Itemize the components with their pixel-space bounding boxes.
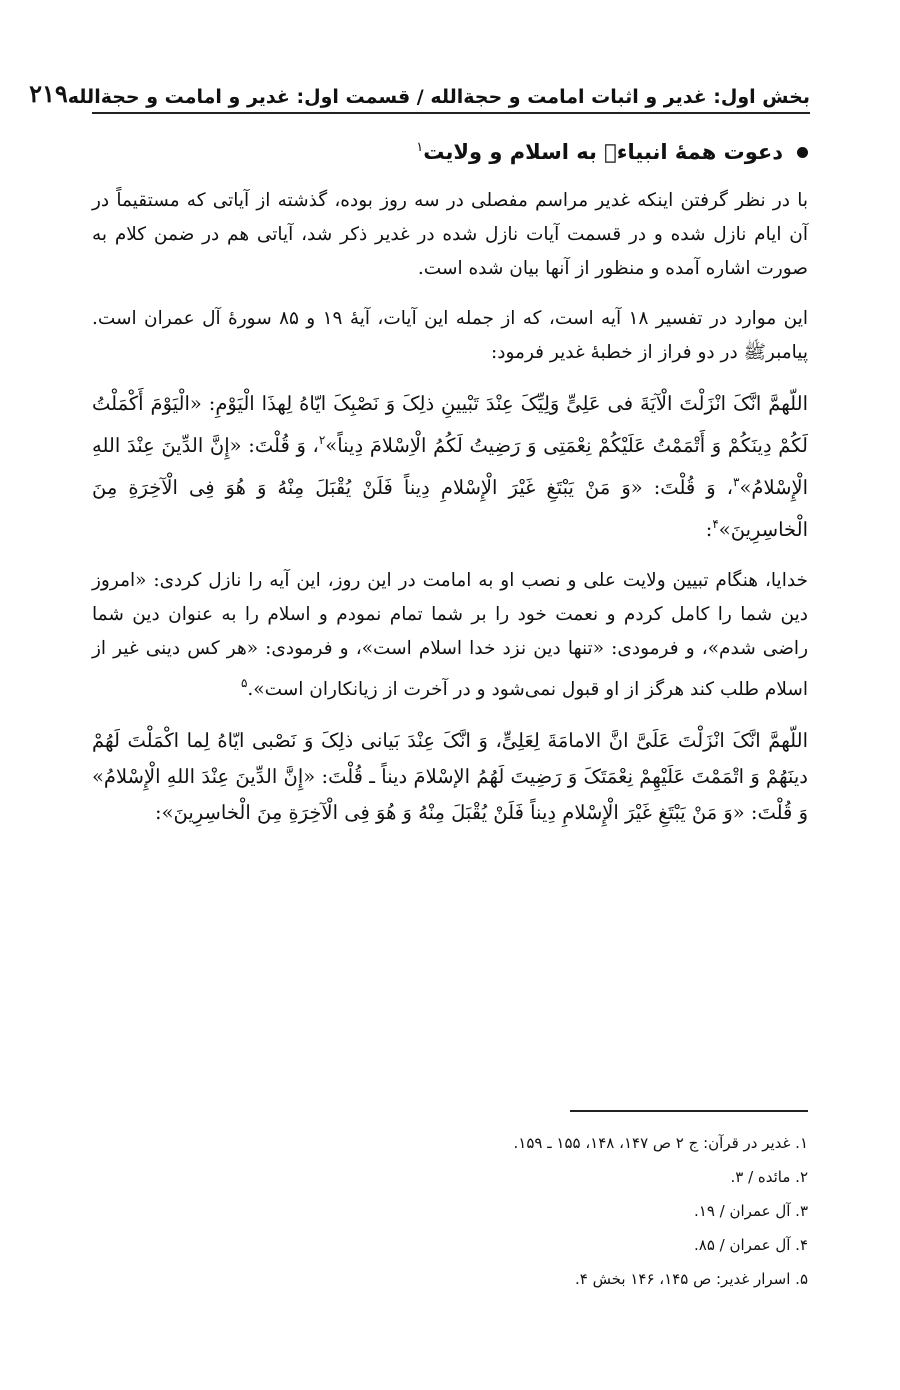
footnote: ۵. اسرار غدیر: ص ۱۴۵، ۱۴۶ بخش ۴. bbox=[574, 1270, 808, 1288]
running-title: بخش اول: غدیر و اثبات امامت و حجةالله / قسمت اول: غدیر و امامت و حجةالله bbox=[67, 86, 810, 108]
footnote-ref: ۱ bbox=[416, 140, 424, 155]
section-title: دعوت همهٔ انبیاء﷩ به اسلام و ولایت$^۱$ bbox=[416, 140, 783, 164]
footnote-divider bbox=[570, 1110, 808, 1112]
translation-paragraph: خدایا، هنگام تبیین ولایت علی و نصب او به امامت در این روز، این آیه را نازل کردی: «امروز دین شما را کامل کردم و نعمت خود را بر شما تمام نمودم و اسلام را به عنوان دین شما راضی شدم»، و فرمودی: «تنها دین نزد خدا اسلام است»، و فرمودی: «هر کس دینی غیر از اسلام طلب کند هرگز از او قبول نمی‌شود و در آخرت از زیانکاران است».$^۵$ bbox=[92, 570, 808, 700]
bullet-icon bbox=[797, 147, 808, 158]
footnote-ref: ۲ bbox=[318, 433, 326, 447]
footnote-ref: ۳ bbox=[733, 475, 740, 489]
footnotes bbox=[92, 1126, 808, 1296]
footnote: ۳. آل عمران / ۱۹. bbox=[693, 1202, 808, 1220]
page-header bbox=[29, 70, 810, 114]
section-heading bbox=[92, 140, 808, 164]
arabic-quotation: اللّهمَّ انَّکَ انْزَلْتَ الْآیَةَ فی عَلِیٍّ وَلِیِّکَ عِنْدَ تَبْیینِ ذلِکَ وَ نَصْبِکَ ایّاهُ لِهذَا الْیَوْمِ: «الْیَوْمَ أَکْمَلْتُ لَکُمْ دِینَکُمْ وَ أَتْمَمْتُ عَلَیْکُمْ نِعْمَتِی وَ رَضِیتُ لَکُمُ الْاِسْلامَ دِیناً»$^۲$، وَ قُلْتَ: «إِنَّ الدِّینَ عِنْدَ اللهِ الْإِسْلامُ»$^۳$، وَ قُلْتَ: «وَ مَنْ یَبْتَغِ غَیْرَ الْإِسْلامِ دِیناً فَلَنْ یُقْبَلَ مِنْهُ وَ هُوَ فِی الْآخِرَةِ مِنَ الْخاسِرِینَ»$^۴$: bbox=[92, 392, 808, 541]
arabic-quotation: اللّهمَّ انَّکَ انْزَلْتَ عَلَیَّ انَّ الامامَةَ لِعَلِیٍّ، وَ انَّکَ عِنْدَ بَیانی ذلِکَ وَ نَصْبی ایّاهُ لِما اکْمَلْتَ لَهُمْ دینَهُمْ وَ اتْمَمْتَ عَلَیْهِمْ نِعْمَتَکَ وَ رَضِیتَ لَهُمُ الإسْلامَ دیناً ـ قُلْتَ: «إِنَّ الدِّینَ عِنْدَ اللهِ الْإِسْلامُ» وَ قُلْتَ: «وَ مَنْ یَبْتَغِ غَیْرَ الْإِسْلامِ دِیناً فَلَنْ یُقْبَلَ مِنْهُ وَ هُوَ فِی الْآخِرَةِ مِنَ الْخاسِرِینَ»: bbox=[92, 729, 808, 824]
page-number: ۲۱۹ bbox=[29, 79, 68, 108]
paragraph: با در نظر گرفتن اینکه غدیر مراسم مفصلی در سه روز بوده، گذشته از آیاتی که مستقیماً در آن ایام نازل شده و در قسمت آیات نازل شده در غدیر ذکر شد، آیاتی هم در ضمن کلام به صورت اشاره آمده و منظور از آنها بیان شده است. bbox=[92, 190, 808, 279]
paragraph: این موارد در تفسیر ۱۸ آیه است، که از جمله این آیات، آیهٔ ۱۹ و ۸۵ سورهٔ آل عمران است. پیامبرﷺ در دو فراز از خطبهٔ غدیر فرمود: bbox=[92, 308, 808, 363]
footnote-ref: ۵ bbox=[240, 676, 248, 690]
footnote-ref: ۴ bbox=[712, 517, 719, 531]
footnote: ۲. مائده / ۳. bbox=[730, 1168, 808, 1186]
footnote: ۱. غدیر در قرآن: ج ۲ ص ۱۴۷، ۱۴۸، ۱۵۵ ـ ۱۵۹. bbox=[513, 1134, 808, 1152]
footnote: ۴. آل عمران / ۸۵. bbox=[693, 1236, 808, 1254]
main-text bbox=[92, 184, 808, 847]
